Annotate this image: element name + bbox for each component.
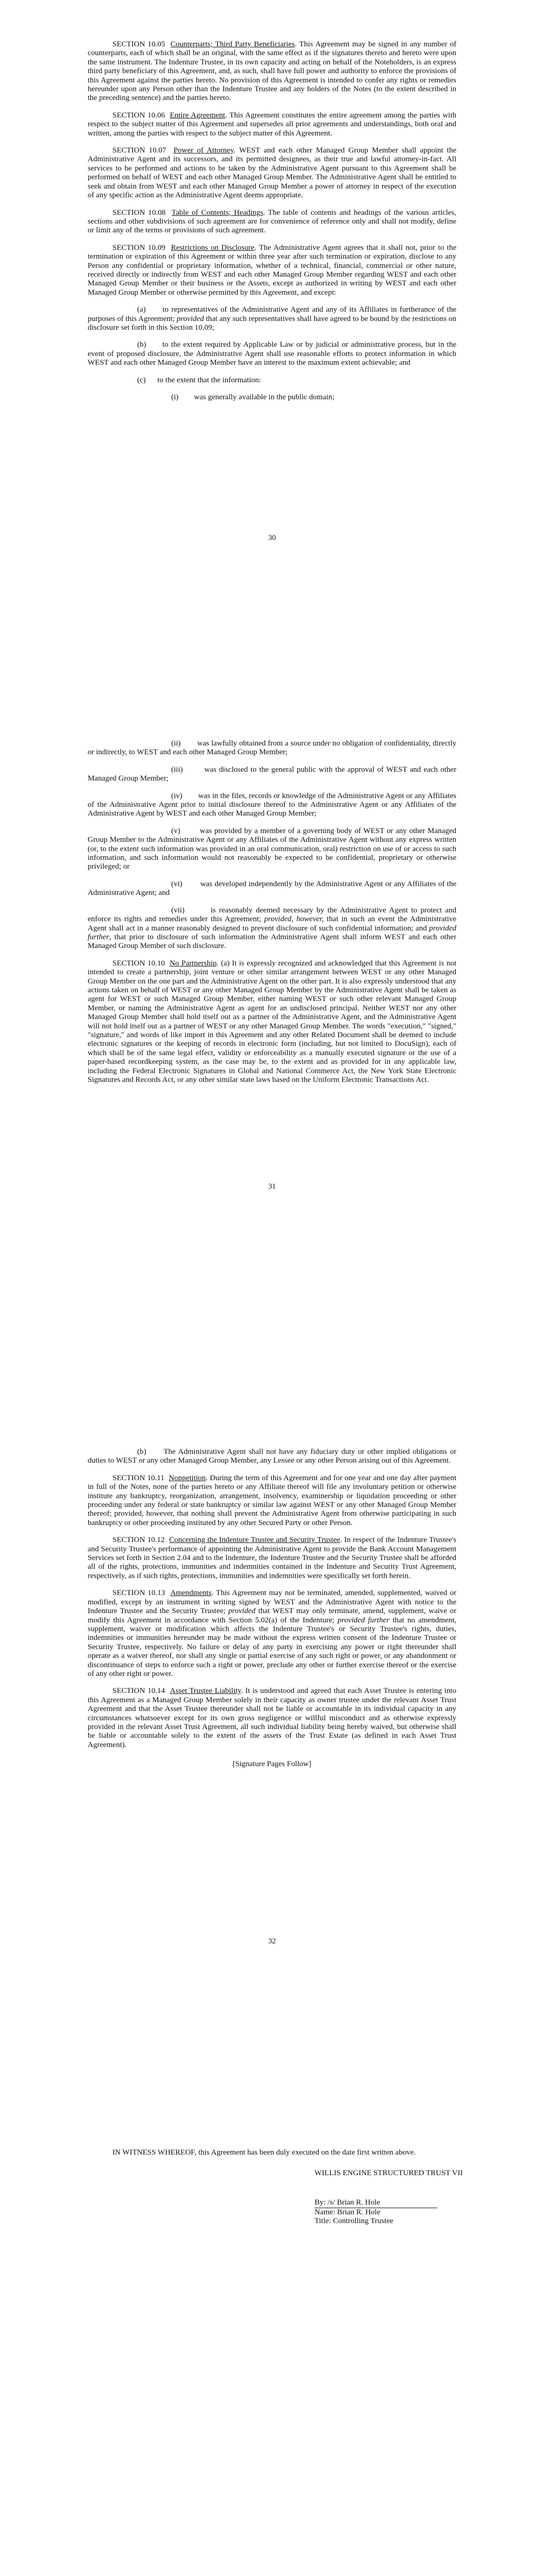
section-text: . During the term of this Agreement and for one year and one day after payment in full of the Notes, none of the parties hereto or any Affiliate thereof will file any involuntary petition or otherwise institute any bankruptcy, reorganization, arrangement, insolvency, examinership or liquidation proceeding or other proceeding under any federal or state bankruptcy or similar law against WEST or any other Managed Group Member thereof; provided, however, that nothing shall prevent the Administrative Agent from otherwise participating in such bankruptcy or other proceeding instituted by any other Secured Party or other Person.: [88, 1473, 457, 1527]
clause-c-v: [88, 827, 456, 872]
section-number: SECTION 10.05: [112, 40, 166, 48]
section-number: SECTION 10.09: [112, 243, 166, 252]
in-witness-whereof: IN WITNESS WHEREOF, this Agreement has been duly executed on the date first written above.: [112, 2148, 416, 2157]
section-text: . The Administrative Agent agrees that it shall not, prior to the termination or expiration of this Agreement or within three year after such termination or expiration, disclose to any Person any confidential or proprietary information, whether of a technical, financial, commercial or other nature, received directly or indirectly from WEST and each other Managed Group Member regarding WEST and each other Managed Group Member or their business or the Assets, except as authorized in writing by WEST and each other Managed Group Member or otherwise permitted by this Agreement, and except:: [88, 243, 456, 297]
section-title: Amendments: [170, 1589, 212, 1598]
clause-text: was generally available in the public domain;: [194, 393, 335, 401]
clause-label: (c): [137, 376, 146, 384]
section-title: Concerning the Indenture Trustee and Security Trustee: [169, 1536, 340, 1545]
signature-page: [0, 2110, 544, 2576]
section-title: Nonpetition: [169, 1473, 206, 1482]
clause-label: (a): [137, 306, 146, 314]
section-title: Entire Agreement: [170, 111, 225, 120]
section-text: that no amendment, supplement, waiver or modification which affects the Indenture Trustee's or Security Trustee's rights, duties, indemnities or immunities hereunder may be made without the express written consent of the Indenture Trustee or Security Trustee, respectively. No failure or delay of any party in exercising any power or right thereunder shall operate as a waiver thereof, nor shall any single or partial exercise of any such right or power, or any abandonment or discontinuance of steps to enforce such a right or power, preclude any other or further exercise thereof or the exercise of any other right or power.: [88, 1616, 456, 1678]
clause-a: [88, 306, 456, 332]
clause-text: was lawfully obtained from a source under no obligation of confidentiality, directly or indirectly, to WEST and each other Managed Group Member;: [88, 739, 457, 757]
signatory-entity: WILLIS ENGINE STRUCTURED TRUST VII: [315, 2169, 463, 2177]
page-number: 30: [268, 534, 276, 542]
section-10-12: [88, 1536, 456, 1581]
section-title: Restrictions on Disclosure: [171, 243, 255, 252]
section-10-05: [88, 40, 456, 103]
section-10-11: [88, 1474, 456, 1528]
section-10-08: [88, 209, 456, 235]
clause-c-vi: [88, 880, 456, 898]
signature-by-line: By: /s/ Brian R. Hole: [315, 2198, 437, 2208]
page-31-body: [88, 739, 456, 1093]
clause-text: to representatives of the Administrative Agent and any of its Affiliates in furtherance of the purposes of this Agreement;: [88, 306, 457, 323]
signatory-name: Name: Brian R. Hole: [315, 2208, 381, 2216]
clause-text: to the extent that the information:: [157, 376, 261, 384]
clause-text: was in the files, records or knowledge of the Administrative Agent or any Affiliates of the Administrative Agent prior to initial disclosure thereof to the Administrative Agent or any Affiliates of the Administrative Agent by WEST and each other Managed Group Member;: [88, 791, 456, 818]
section-title: Table of Contents; Headings: [171, 208, 263, 217]
clause-c-ii: [88, 739, 456, 757]
section-10-10: [88, 959, 456, 1085]
section-title: Asset Trustee Liability: [170, 1687, 241, 1696]
section-number: SECTION 10.10: [112, 959, 165, 968]
signatory-title: Title: Controlling Trustee: [315, 2217, 393, 2226]
section-number: SECTION 10.12: [112, 1536, 165, 1545]
section-title: Power of Attorney: [173, 146, 234, 155]
section-number: SECTION 10.11: [112, 1473, 164, 1482]
section-title: Counterparts; Third Party Beneficiaries: [170, 40, 295, 48]
section-number: SECTION 10.08: [112, 208, 166, 217]
clause-label: (b): [137, 341, 146, 349]
clause-c: [88, 376, 456, 385]
page-32-body: [88, 1448, 456, 1777]
proviso: provided: [228, 1607, 256, 1616]
section-text: . (a) It is expressly recognized and acknowledged that this Agreement is not intended to create a partnership, joint venture or other similar arrangement between WEST or any other Managed Group Member on the one part and the Administrative Agent on the other part. It is also expressly understood that any actions taken on behalf of WEST or any other Managed Group Member by the Administrative Agent shall be taken as agent for WEST or such Managed Group Member, either naming WEST or such other relevant Managed Group Member, or naming the Administrative Agent as agent for an undisclosed principal. Neither WEST nor any other Managed Group Member shall hold itself out as a partner of the Administrative Agent, and the Administrative Agent will not hold itself out as a partner of WEST or any other Managed Group Member. The words "execution," "signed," "signature," and words of like import in this Agreement and any other Related Document shall be deemed to include electronic signatures or the keeping of records in electronic form (including, but not limited to DocuSign), each of which shall be of the same legal effect, validity or enforceability as a manually executed signature or the use of a paper-based recordkeeping system, as the case may be, to the extent and as provided for in any applicable law, including the Federal Electronic Signatures in Global and National Commerce Act, the New York State Electronic Signatures and Records Act, or any other similar state laws based on the Uniform Electronic Transactions Act.: [88, 959, 456, 1084]
proviso: provided further: [88, 924, 456, 941]
section-text: that WEST may only terminate, amend, supplement, waive or modify this Agreement in accordance with Section 5.02(a) of the Indenture;: [88, 1607, 456, 1624]
clause-c-i: [88, 393, 456, 402]
section-text: . This Agreement may not be terminated, amended, supplemented, waived or modified, except by an instrument in writing signed by WEST and the Administrative Agent with notice to the Indenture Trustee and the Security Trustee;: [88, 1589, 456, 1616]
clause-text: was provided by a member of a governing body of WEST or any other Managed Group Member to the Administrative Agent or any Affiliates of the Administrative Agent without any express written (or, to the extent such information was provided in an oral communication, oral) restriction on use of or access to such information, and such information would not reasonably be expected to be confidential, proprietary or otherwise privileged; or: [88, 826, 456, 871]
section-number: SECTION 10.13: [112, 1589, 166, 1598]
section-text: . This Agreement may be signed in any number of counterparts, each of which shall be an original, with the same effect as if the signatures thereto and hereto were upon the same instrument. The Indenture Trustee, in its own capacity and acting on behalf of the Noteholders, is an express third party beneficiary of this Agreement, and, as such, shall have full power and authority to enforce the provisions of this Agreement against the parties hereto. No provision of this Agreement is intended to confer any rights or remedies hereunder upon any Person other than the Indenture Trustee and any holders of the Notes (to the extent described in the preceding sentence) and the parties hereto.: [88, 40, 456, 103]
proviso: provided further: [337, 1616, 390, 1624]
page-number: 31: [268, 1182, 276, 1191]
section-text: . This Agreement constitutes the entire agreement among the parties with respect to the subject matter of this Agreement and supersedes all prior agreements and understandings, both oral and written, among the parties with respect to the subject matter of this Agreement.: [88, 111, 456, 138]
clause-c-iii: [88, 766, 456, 784]
section-number: SECTION 10.06: [112, 111, 165, 120]
signature-page-body: [88, 2148, 456, 2165]
clause-text: The Administrative Agent shall not have any fiduciary duty or other implied obligations or duties to WEST or any other Managed Group Member, any Lessee or any other Person arising out of this Agreement.: [88, 1448, 457, 1465]
clause-label: (v): [171, 826, 180, 835]
page-number: 32: [268, 1937, 276, 1945]
proviso: provided, however,: [264, 915, 324, 924]
clause-c-iv: [88, 792, 456, 819]
clause-label: (vii): [171, 906, 185, 914]
clause-text: that any such representatives shall have agreed to be bound by the restrictions on disclosure set forth in this Section 10.09;: [88, 314, 456, 332]
section-number: SECTION 10.14: [112, 1687, 165, 1696]
clause-text: , that prior to disclosure of such information the Administrative Agent shall inform WEST and each other Managed Group Member of such disclosure.: [88, 933, 456, 951]
clause-label: (vi): [171, 879, 183, 888]
clause-b: [88, 341, 456, 367]
section-10-14: [88, 1687, 456, 1750]
proviso: provided: [176, 314, 204, 323]
page-30-body: [88, 40, 456, 410]
page-32: [0, 1406, 544, 2110]
clause-label: (b): [137, 1448, 146, 1456]
section-text: . The table of contents and headings of the various articles, sections and other subdivisions of such agreement are for convenience of reference only and shall not modify, define or limit any of the terms or provisions of such agreement.: [88, 208, 457, 235]
section-10-09: [88, 244, 456, 297]
clause-label: (iii): [171, 765, 183, 774]
clause-label: (i): [171, 393, 179, 401]
section-number: SECTION 10.07: [112, 146, 167, 155]
section-10-07: [88, 146, 456, 200]
section-text: . In respect of the Indenture Trustee's and Security Trustee's performance of appointing the Administrative Agent to provide the Bank Account Management Services set forth in Section 2.04 and to the Indenture, the Indenture Trustee and the Security Trustee shall be afforded all of the rights, protections, immunities and indemnities contained in the Indenture and Security Trust Agreement, respectively, as if such rights, protections, immunities and indemnities were specifically set forth herein.: [88, 1536, 456, 1580]
clause-text: that in such an event the Administrative Agent shall act in a manner reasonably designed to prevent disclosure of such confidential information; and: [88, 915, 457, 933]
clause-label: (ii): [171, 739, 181, 748]
page-31: [0, 703, 544, 1406]
clause-text: to the extent required by Applicable Law or by judicial or administrative process, but in the event of proposed disclosure, the Administrative Agent shall use reasonable efforts to protect information in which WEST and each other Managed Group Member have an interest to the maximum extent achievable; and: [88, 341, 457, 367]
section-text: . It is understood and agreed that each Asset Trustee is entering into this Agreement as a Managed Group Member solely in their capacity as owner trustee under the relevant Asset Trust Agreement and that the Asset Trustee thereunder shall not be liable or accountable in its individual capacity in any circumstances whatsoever except for its own gross negligence or willful misconduct and as otherwise expressly provided in the relevant Asset Trust Agreement, all such individual liability being hereby waived, but otherwise shall be liable or accountable solely to the extent of the assets of the Trust Estate (as defined in each Asset Trust Agreement).: [88, 1687, 457, 1749]
clause-label: (iv): [171, 791, 183, 800]
section-text: . WEST and each other Managed Group Member shall appoint the Administrative Agent and its successors, and its permitted designees, as their true and lawful attorney-in-fact. All services to be performed and actions to be taken by the Administrative Agent pursuant to this Agreement shall be performed on behalf of WEST and each other Managed Group Member. The Administrative Agent shall be entitled to seek and obtain from WEST and each other Managed Group Member a power of attorney in respect of the execution of any specific action as the Administrative Agent deems appropriate.: [88, 146, 456, 200]
page-30: [0, 0, 544, 703]
section-10-06: [88, 111, 456, 138]
clause-c-vii: [88, 906, 456, 951]
clause-10-10-b: [88, 1448, 456, 1466]
signature-block: [315, 2169, 469, 2226]
section-10-13: [88, 1589, 456, 1679]
signature-pages-follow: [Signature Pages Follow]: [233, 1760, 311, 1769]
clause-text: was developed independently by the Administrative Agent or any Affiliates of the Administrative Agent; and: [88, 879, 457, 897]
section-title: No Partnership: [169, 959, 217, 968]
clause-text: is reasonably deemed necessary by the Administrative Agent to protect and enforce its rights and remedies under this Agreement;: [88, 906, 457, 924]
clause-text: was disclosed to the general public with the approval of WEST and each other Managed Group Member;: [88, 765, 457, 783]
